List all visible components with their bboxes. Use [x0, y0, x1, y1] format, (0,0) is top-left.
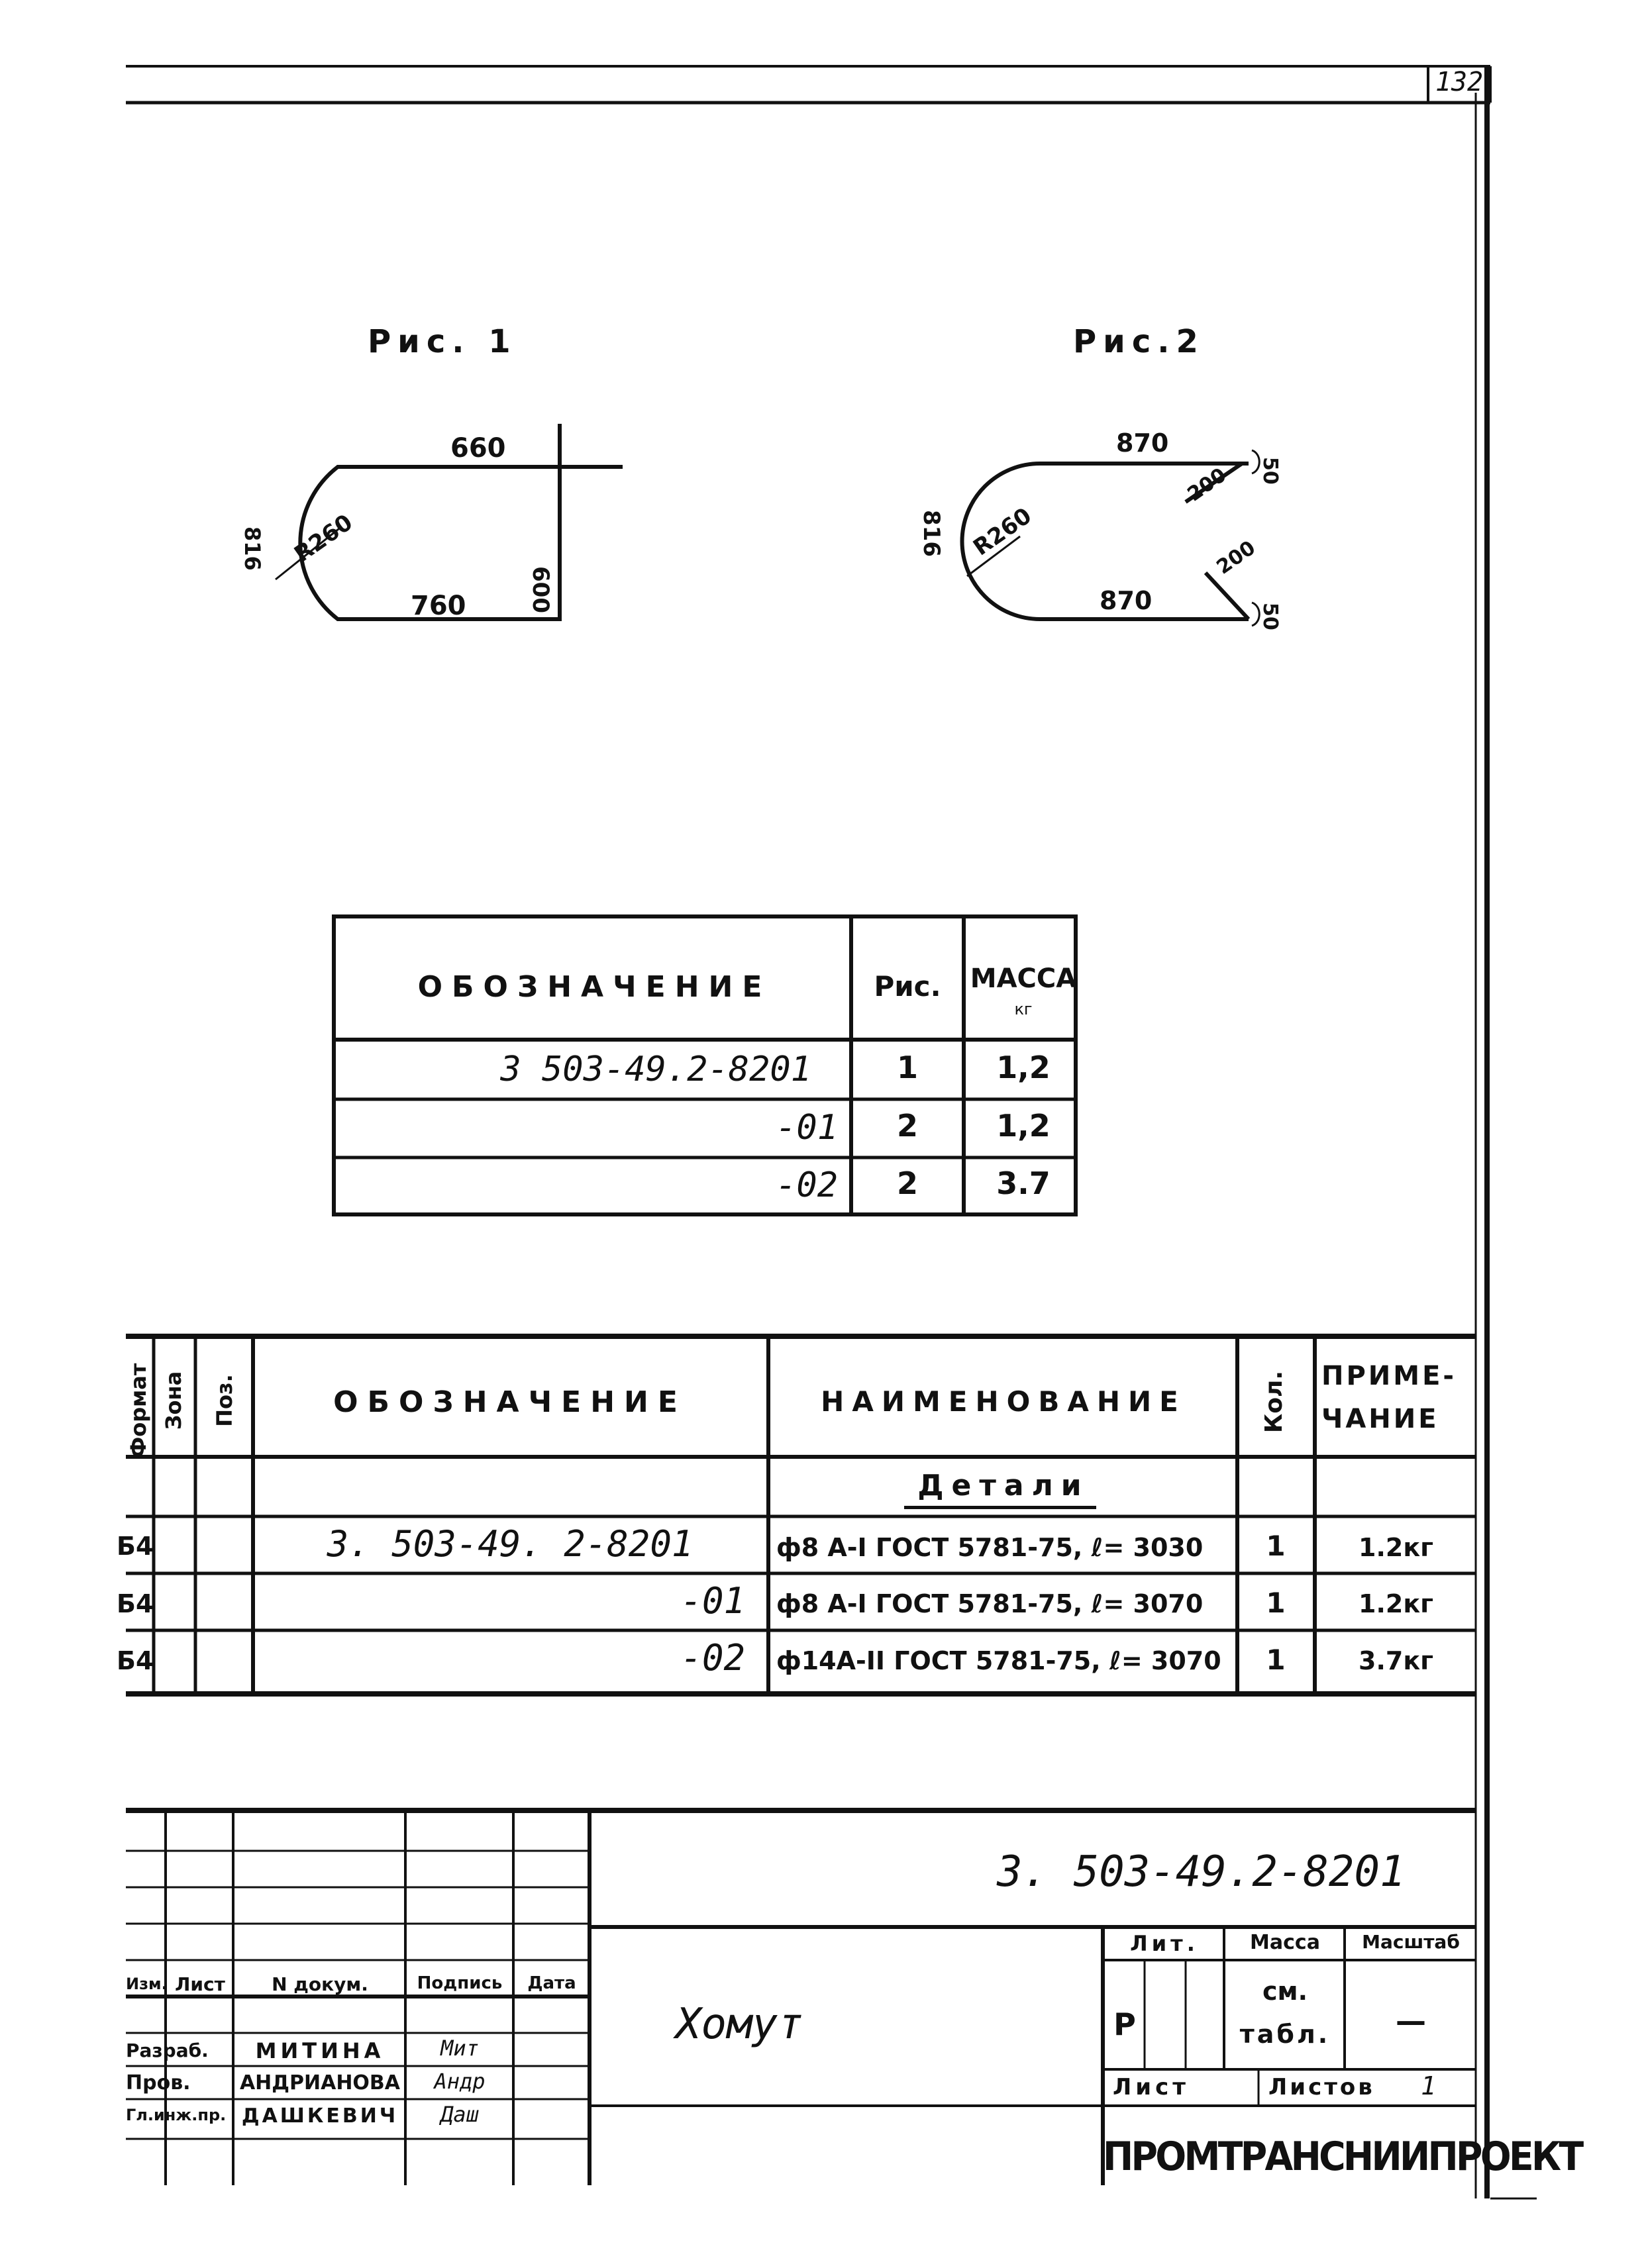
sheets-label: Листов	[1268, 2074, 1375, 2100]
person-3-signature: Даш	[440, 2102, 479, 2127]
fig1-dim-left: 816	[240, 526, 265, 571]
col-label-doc: N докум.	[272, 1973, 368, 1995]
fig2-radius: R260	[968, 502, 1037, 562]
spec-header-pos: Поз.	[212, 1374, 237, 1427]
col-label-izm: Изм.	[126, 1975, 168, 1993]
fig2-dim-left: 816	[918, 510, 945, 557]
person-1-signature: Мит	[440, 2036, 479, 2061]
sheets-value: 1	[1421, 2071, 1436, 2100]
spec-row-3-designation: -02	[680, 1637, 745, 1679]
fig2-hook-top-h: 50	[1259, 457, 1282, 485]
fig1-dim-right: 600	[527, 566, 554, 613]
mass-table-header-designation: ОБОЗНАЧЕНИЕ	[417, 970, 772, 1004]
spec-row-3-format: Б4	[117, 1646, 154, 1675]
spec-header-note-1: ПРИМЕ-	[1321, 1361, 1457, 1391]
person-1-role: Разраб.	[126, 2040, 209, 2061]
mass-row-3-mass: 3.7	[996, 1165, 1051, 1201]
mass-row-2-mass: 1,2	[996, 1108, 1051, 1144]
spec-row-2-format: Б4	[117, 1589, 154, 1618]
spec-row-2-designation: -01	[680, 1580, 745, 1622]
spec-header-designation: ОБОЗНАЧЕНИЕ	[333, 1385, 687, 1419]
spec-row-1-format: Б4	[117, 1532, 154, 1561]
spec-row-1-qty: 1	[1266, 1530, 1286, 1562]
spec-row-1-designation: 3. 503-49. 2-8201	[327, 1523, 694, 1565]
fig2-dim-top: 870	[1116, 428, 1169, 458]
person-2-role: Пров.	[126, 2071, 191, 2095]
person-1-name: МИТИНА	[255, 2038, 385, 2063]
sheet-label: Лист	[1113, 2074, 1190, 2100]
spec-header-zone: Зона	[161, 1371, 186, 1430]
spec-section-label: Детали	[917, 1469, 1090, 1503]
spec-row-1-name: ф8 А-I ГОСТ 5781-75, ℓ= 3030	[776, 1533, 1204, 1562]
spec-row-3-name: ф14А-II ГОСТ 5781-75, ℓ= 3070	[776, 1646, 1221, 1675]
spec-row-3-note: 3.7кг	[1359, 1646, 1433, 1675]
mass-table-header-mass-unit: кг	[1014, 1000, 1033, 1018]
mass-row-1-designation: 3 503-49.2-8201	[500, 1050, 811, 1089]
spec-header-format: Формат	[126, 1363, 151, 1458]
mass-row-1-fig: 1	[896, 1050, 918, 1085]
spec-row-3-qty: 1	[1266, 1644, 1286, 1676]
fig2-dim-bottom: 870	[1100, 586, 1153, 615]
mass-value-1: см.	[1262, 1977, 1308, 2006]
mass-row-2-designation: -01	[776, 1108, 838, 1148]
person-2-name: АНДРИАНОВА	[239, 2071, 401, 2095]
mass-row-3-designation: -02	[776, 1165, 838, 1205]
person-2-signature: Андр	[434, 2069, 486, 2094]
spec-row-2-name: ф8 А-I ГОСТ 5781-75, ℓ= 3070	[776, 1589, 1204, 1618]
col-label-list: Лист	[175, 1973, 225, 1995]
person-3-name: ДАШКЕВИЧ	[241, 2104, 399, 2128]
figure-2-label: Рис.2	[1073, 323, 1205, 360]
mass-value-2: табл.	[1239, 2020, 1331, 2049]
lit-label: Лит.	[1130, 1931, 1199, 1956]
fig1-dim-top: 660	[450, 433, 506, 464]
person-3-role: Гл.инж.пр.	[126, 2106, 227, 2124]
spec-header-qty: Кол.	[1260, 1370, 1288, 1434]
figure-1-drawing	[225, 411, 649, 649]
figure-1-label: Рис. 1	[368, 323, 517, 360]
spec-section-underline	[904, 1506, 1096, 1509]
spec-header-name: НАИМЕНОВАНИЕ	[821, 1385, 1186, 1418]
scale-value: —	[1396, 2003, 1426, 2039]
scale-label: Масштаб	[1362, 1931, 1460, 1953]
mass-row-1-mass: 1,2	[996, 1050, 1051, 1085]
sheet-number: 132	[1435, 67, 1484, 97]
fig2-hook-top: 200	[1183, 463, 1231, 507]
spec-row-1-note: 1.2кг	[1359, 1533, 1433, 1562]
spec-row-2-qty: 1	[1266, 1587, 1286, 1619]
spec-header-note-2: ЧАНИЕ	[1321, 1404, 1439, 1434]
fig1-radius: R260	[289, 509, 358, 568]
mass-table-header-mass: МАССА	[970, 963, 1077, 994]
organization-name: ПРОМТРАНСНИИПРОЕКТ	[1103, 2134, 1582, 2180]
mass-row-3-fig: 2	[896, 1165, 918, 1201]
fig2-hook-bottom-h: 50	[1259, 603, 1282, 630]
figure-2-drawing	[914, 424, 1311, 649]
lit-value: Р	[1113, 2006, 1136, 2042]
mass-label: Масса	[1250, 1931, 1320, 1954]
spec-row-2-note: 1.2кг	[1359, 1589, 1433, 1618]
fig1-dim-bottom: 760	[411, 591, 466, 621]
mass-row-2-fig: 2	[896, 1108, 918, 1144]
col-label-date: Дата	[527, 1973, 576, 1993]
fig2-hook-bottom: 200	[1212, 536, 1260, 579]
col-label-sign: Подпись	[417, 1973, 503, 1993]
title-block-doc-code: 3. 503-49.2-8201	[997, 1848, 1406, 1897]
mass-table-header-fig: Рис.	[874, 970, 941, 1003]
title-block-product-title: Хомут	[676, 2000, 803, 2049]
